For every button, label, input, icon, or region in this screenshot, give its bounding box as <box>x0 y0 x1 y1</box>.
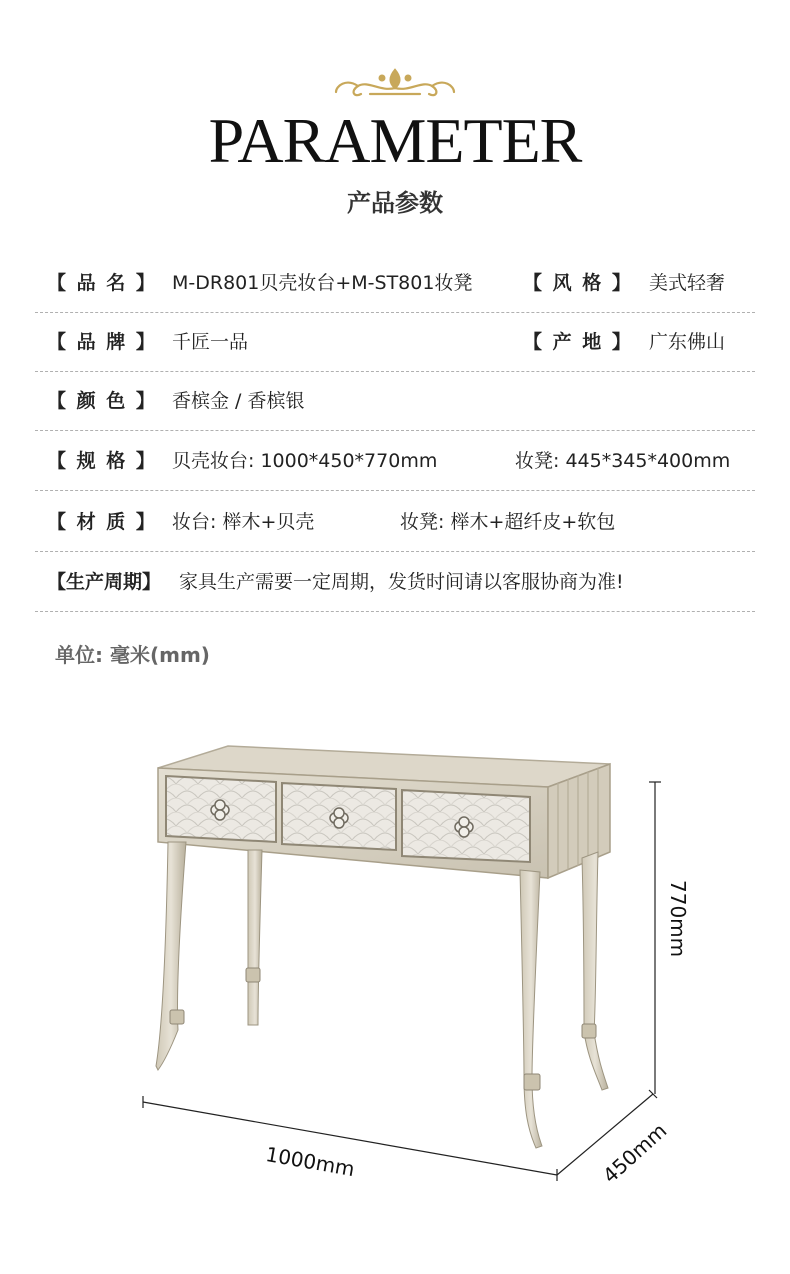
param-value: 香槟金 / 香槟银 <box>172 390 305 412</box>
ornament-flourish-icon <box>330 64 460 100</box>
param-row-name <box>35 254 755 313</box>
param-value: M-DR801贝壳妆台+M-ST801妆凳 <box>172 272 473 294</box>
param-row-brand <box>35 313 755 372</box>
page-title: PARAMETER <box>208 105 582 176</box>
param-label: 【 规 格 】 <box>47 450 157 472</box>
page-subtitle: 产品参数 <box>347 189 443 217</box>
unit-note: 单位: 毫米(mm) <box>55 643 210 667</box>
dimension-width-label: 1000mm <box>263 1142 357 1182</box>
param-row-spec <box>35 432 755 491</box>
param-label: 【 风 格 】 <box>523 272 633 294</box>
param-row-material <box>35 493 755 552</box>
param-value: 千匠一品 <box>172 331 249 353</box>
param-label: 【 材 质 】 <box>47 511 157 533</box>
param-label: 【 颜 色 】 <box>47 390 157 412</box>
dimension-depth-label: 450mm <box>598 1118 672 1188</box>
param-value: 广东佛山 <box>649 331 726 353</box>
param-value: 家具生产需要一定周期，发货时间请以客服协商为准! <box>179 571 624 593</box>
dimension-height-label: 770mm <box>666 880 690 958</box>
param-label: 【生产周期】 <box>47 571 162 593</box>
dressing-table-image <box>0 680 790 1240</box>
param-value: 美式轻奢 <box>649 272 726 294</box>
param-value: 贝壳妆台: 1000*450*770mm <box>172 450 438 472</box>
param-label: 【 品 名 】 <box>47 272 157 294</box>
param-value: 妆凳: 榉木+超纤皮+软包 <box>400 511 616 533</box>
param-label: 【 产 地 】 <box>523 331 633 353</box>
param-row-color <box>35 372 755 431</box>
param-row-lead-time <box>35 553 755 612</box>
param-value: 妆凳: 445*345*400mm <box>515 450 731 472</box>
param-value: 妆台: 榉木+贝壳 <box>172 511 315 533</box>
param-label: 【 品 牌 】 <box>47 331 157 353</box>
